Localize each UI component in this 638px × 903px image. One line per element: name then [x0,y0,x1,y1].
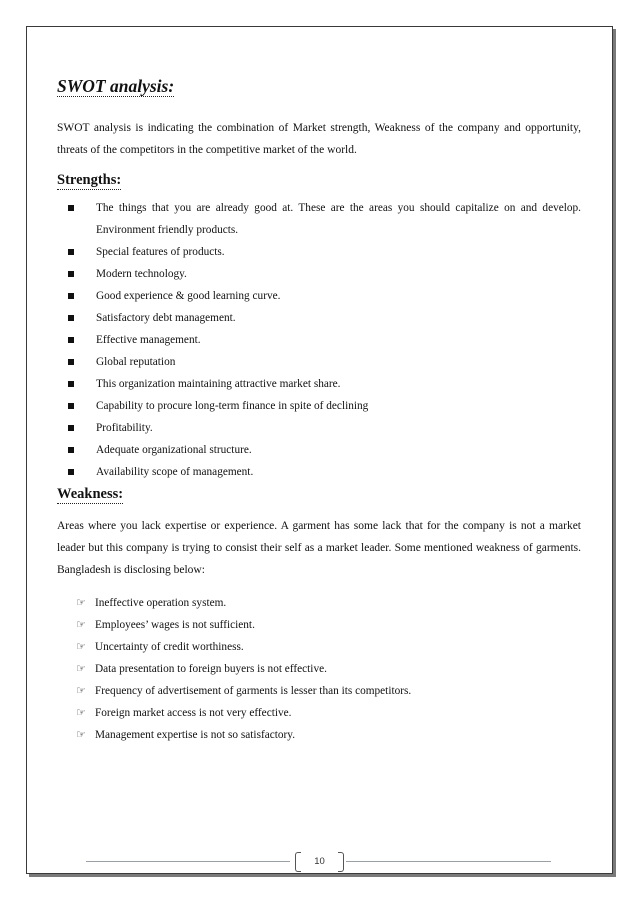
list-item-text: Management expertise is not so satisfactory. [95,729,296,741]
pointing-hand-icon: ☞ [76,662,86,675]
list-item [57,373,581,395]
list-item [57,197,581,241]
list-item [57,417,581,439]
strengths-list [57,197,581,483]
list-item-text: The things that you are already good at. These are the areas you should capitalize on and develop. Environment friendly products. [96,202,581,236]
square-bullet-icon [68,447,74,453]
square-bullet-icon [68,315,74,321]
list-item-text: Adequate organizational structure. [96,444,252,456]
list-item-text: Global reputation [96,356,176,368]
list-item-text: Data presentation to foreign buyers is not effective. [95,663,327,675]
list-item [57,614,581,636]
weakness-intro-paragraph: Areas where you lack expertise or experience. A garment has some lack that for the company is not a market leader but this company is trying to consist their self as a market leader. Some mentioned weakness of garments. Bangladesh is disclosing below: [57,520,581,576]
list-item [57,439,581,461]
list-item-text: Satisfactory debt management. [96,312,236,324]
list-item-text: Frequency of advertisement of garments is lesser than its competitors. [95,685,412,697]
list-item [57,395,581,417]
weakness-list [57,592,581,746]
pointing-hand-icon: ☞ [76,706,86,719]
list-item [57,329,581,351]
footer-rule-right [346,861,551,862]
square-bullet-icon [68,359,74,365]
list-item-text: Employees’ wages is not sufficient. [95,619,255,631]
list-item [57,658,581,680]
list-item-text: Profitability. [96,422,153,434]
list-item [57,241,581,263]
square-bullet-icon [68,469,74,475]
footer-rule-left [86,861,290,862]
square-bullet-icon [68,205,74,211]
square-bullet-icon [68,425,74,431]
list-item-text: Capability to procure long-term finance in spite of declining [96,400,369,412]
list-item-text: Uncertainty of credit worthiness. [95,641,244,653]
square-bullet-icon [68,403,74,409]
pointing-hand-icon: ☞ [76,684,86,697]
strengths-heading: Strengths: [57,172,122,188]
list-item [57,461,581,483]
square-bullet-icon [68,293,74,299]
list-item [57,724,581,746]
list-item [57,307,581,329]
list-item [57,680,581,702]
swot-intro-paragraph: SWOT analysis is indicating the combination of Market strength, Weakness of the company and opportunity, threats of the competitors in the competitive market of the world. [57,122,581,156]
list-item-text: Ineffective operation system. [95,597,227,609]
square-bullet-icon [68,381,74,387]
list-item [57,263,581,285]
square-bullet-icon [68,337,74,343]
page-number-bracket-right [338,852,344,872]
weakness-heading: Weakness: [57,486,124,502]
pointing-hand-icon: ☞ [76,618,86,631]
list-item-text: Availability scope of management. [96,466,254,478]
square-bullet-icon [68,249,74,255]
list-item-text: Effective management. [96,334,201,346]
list-item-text: Special features of products. [96,246,225,258]
page-number: 10 [314,856,325,867]
list-item [57,592,581,614]
list-item-text: This organization maintaining attractive market share. [96,378,341,390]
swot-heading: SWOT analysis: [57,76,175,96]
document-body [57,77,581,746]
list-item [57,636,581,658]
list-item [57,702,581,724]
pointing-hand-icon: ☞ [76,596,86,609]
list-item-text: Modern technology. [96,268,187,280]
pointing-hand-icon: ☞ [76,728,86,741]
list-item-text: Foreign market access is not very effective. [95,707,292,719]
square-bullet-icon [68,271,74,277]
list-item [57,285,581,307]
list-item [57,351,581,373]
list-item-text: Good experience & good learning curve. [96,290,281,302]
pointing-hand-icon: ☞ [76,640,86,653]
